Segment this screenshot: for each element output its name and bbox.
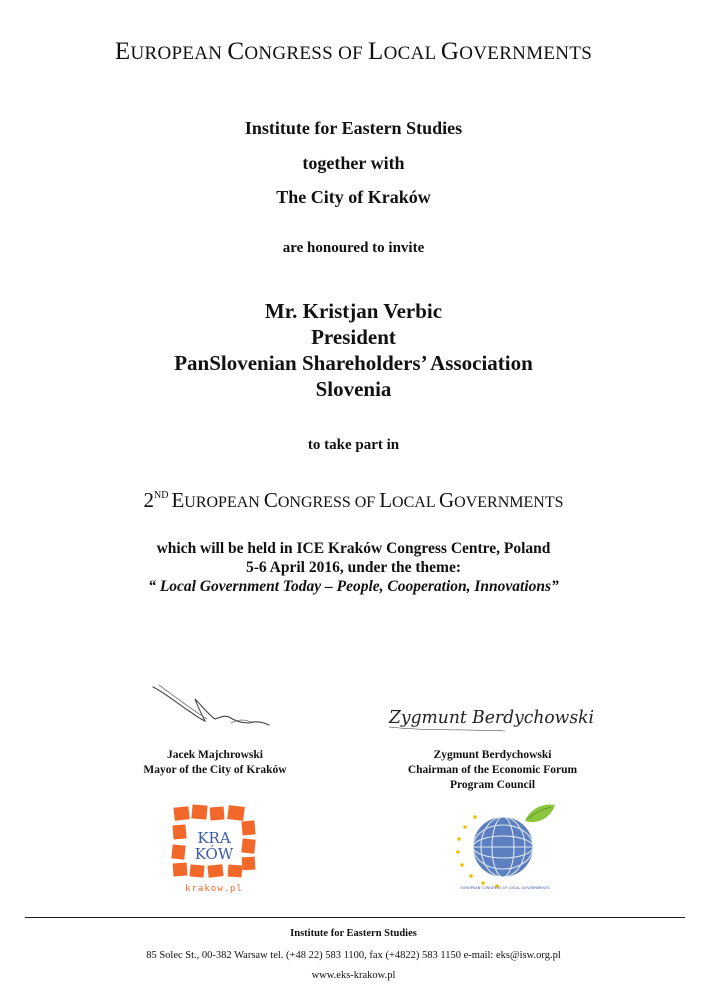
take-part-text: to take part in <box>307 437 400 453</box>
signature-berdychowski <box>385 693 600 743</box>
signatory-2-title-2: Program Council <box>449 779 536 791</box>
venue-line: which will be held in ICE Kraków Congress Centre, Poland <box>156 540 551 557</box>
svg-text:KRA: KRA <box>197 829 231 847</box>
date-line: 5-6 April 2016, under the theme: <box>246 559 461 576</box>
footer-org: Institute for Eastern Studies <box>290 928 417 939</box>
svg-text:KÓW: KÓW <box>194 845 234 863</box>
congress-logo <box>445 797 575 892</box>
signatory-2-title: Chairman of the Economic Forum <box>407 764 578 776</box>
theme-line: “ Local Government Today – People, Cooperation, Innovations” <box>148 578 559 595</box>
svg-text:Zygmunt Berdychowski: Zygmunt Berdychowski <box>388 707 594 728</box>
guest-organization: PanSlovenian Shareholders’ Association <box>174 351 533 375</box>
invite-text: are honoured to invite <box>282 240 425 256</box>
svg-text:EUROPEAN CONGRESS OF LOCAL GOV: EUROPEAN CONGRESS OF LOCAL GOVERNMENTS <box>460 886 550 890</box>
footer-divider <box>25 917 685 918</box>
signatory-1-title: Mayor of the City of Kraków <box>143 764 287 776</box>
signatory-1 <box>90 748 340 778</box>
signatory-2-name: Zygmunt Berdychowski <box>433 749 552 761</box>
guest-country: Slovenia <box>315 377 392 401</box>
event-title: 2ND EUROPEAN CONGRESS OF LOCAL GOVERNMENTS <box>143 488 564 512</box>
krakow-logo <box>170 803 258 895</box>
guest-role: President <box>311 325 396 349</box>
document-title: EUROPEAN CONGRESS OF LOCAL GOVERNMENTS <box>114 38 593 65</box>
signatory-2 <box>360 748 625 793</box>
organizer-line-3: The City of Kraków <box>276 187 431 207</box>
guest-name: Mr. Kristjan Verbic <box>264 299 443 323</box>
footer-address: 85 Solec St., 00-382 Warsaw tel. (+48 22) 583 1100, fax (+4822) 583 1150 e-mail: eks@isw.org.pl <box>146 950 561 961</box>
organizer-line-2: together with <box>302 153 405 173</box>
organizer-line-1: Institute for Eastern Studies <box>244 118 463 138</box>
signatory-1-name: Jacek Majchrowski <box>167 749 263 761</box>
svg-text:krakow.pl: krakow.pl <box>185 884 243 894</box>
signature-majchrowski <box>145 675 285 735</box>
footer-website[interactable]: www.eks-krakow.pl <box>311 970 396 981</box>
